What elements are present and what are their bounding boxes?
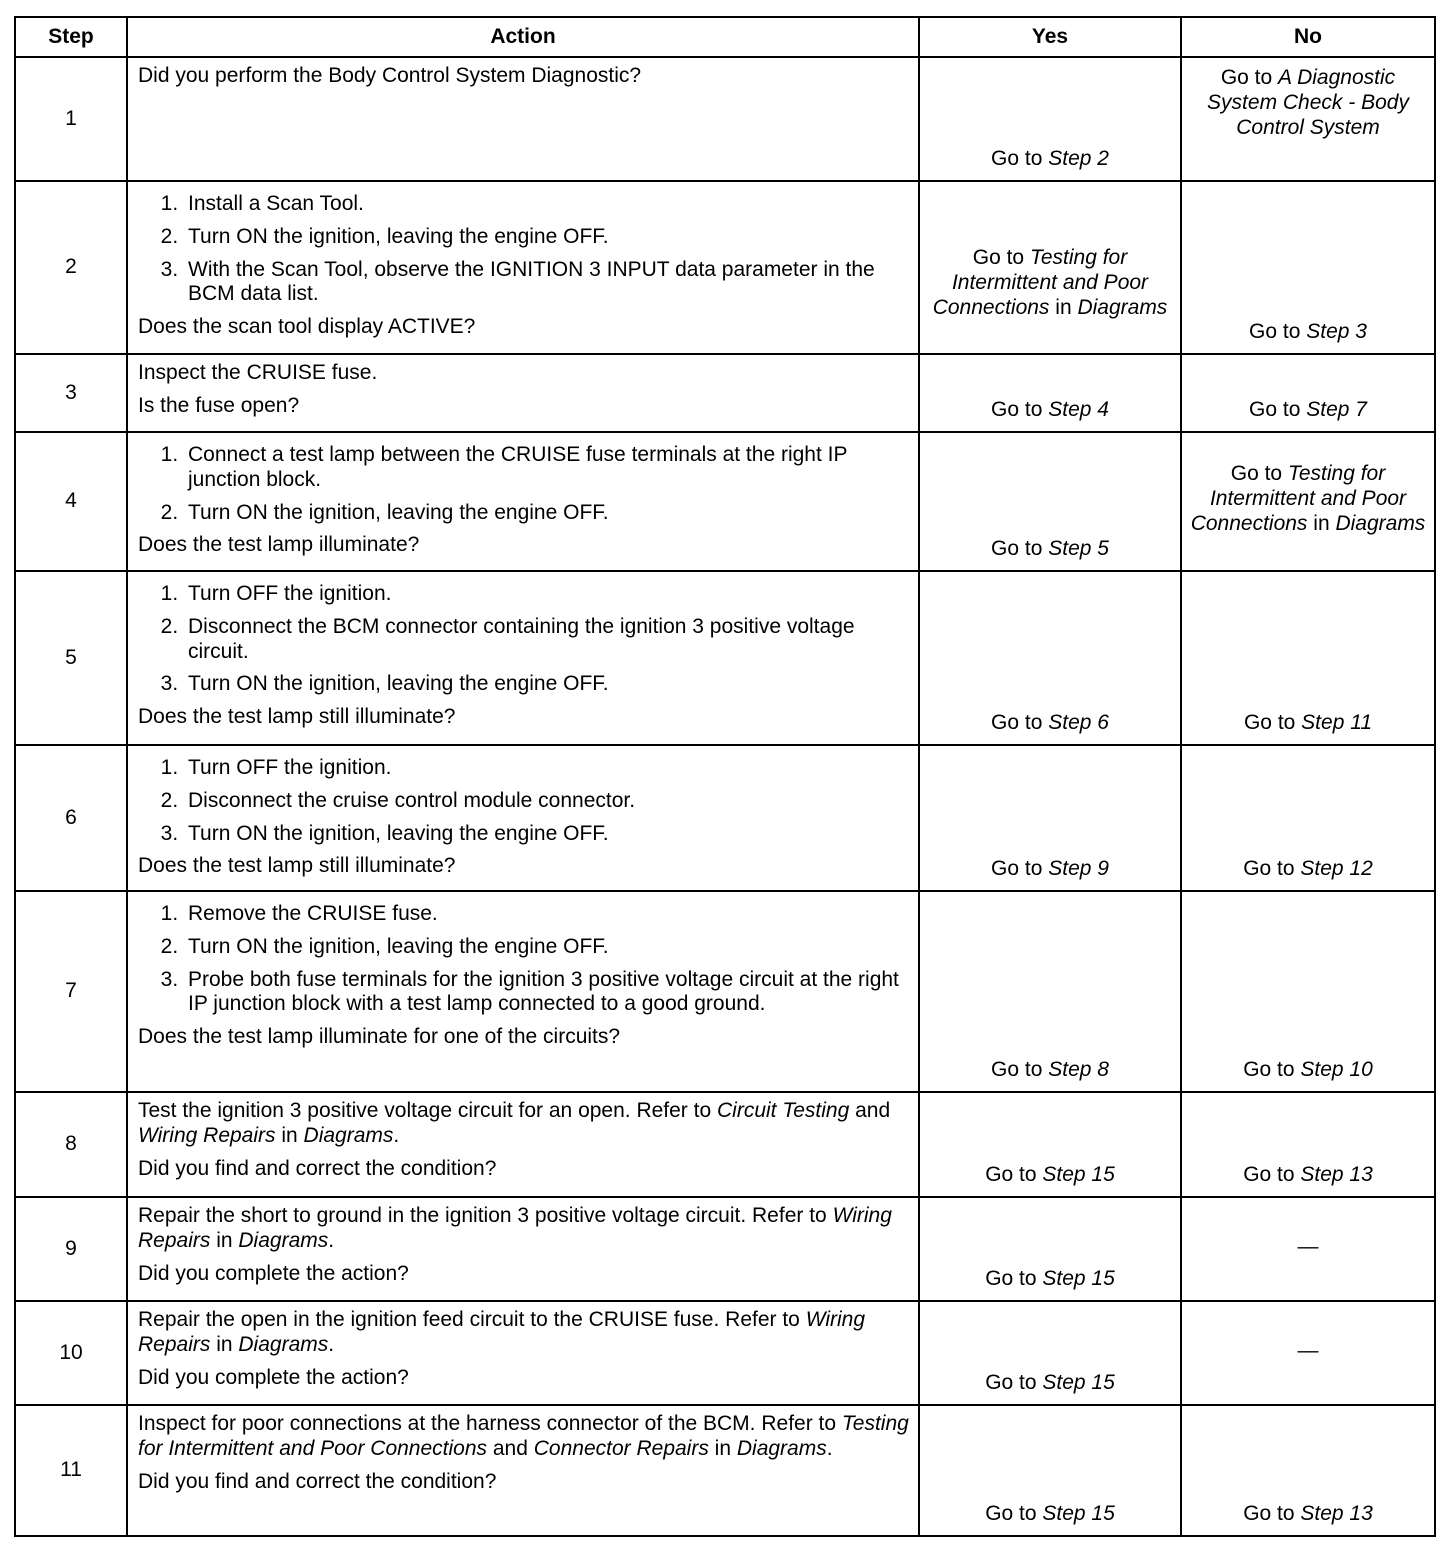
action-question: Did you complete the action? (138, 1365, 409, 1389)
no-link[interactable]: Step 10 (1300, 1058, 1373, 1082)
no-cell (1181, 432, 1435, 571)
action-question: Does the scan tool display ACTIVE? (138, 315, 476, 339)
action-cell (127, 181, 919, 354)
diagnostic-table (14, 16, 1436, 1537)
ref-link[interactable]: Testing for Intermittent and Poor Connections (138, 1412, 909, 1460)
table-row (15, 745, 1435, 891)
action-question: Does the test lamp still illuminate? (138, 705, 456, 729)
no-link[interactable]: Step 13 (1300, 1163, 1373, 1187)
action-question: Does the test lamp still illuminate? (138, 854, 456, 878)
action-list (138, 443, 910, 525)
yes-cell (919, 891, 1181, 1092)
action-question: Does the test lamp illuminate for one of the circuits? (138, 1025, 621, 1049)
action-cell (127, 354, 919, 432)
yes-prefix: Go to (991, 711, 1049, 735)
yes-prefix: Go to (991, 857, 1049, 881)
ref-link[interactable]: Connector Repairs (533, 1436, 709, 1460)
yes-link[interactable]: Step 8 (1048, 1058, 1109, 1082)
action-question: Did you perform the Body Control System Diagnostic? (138, 64, 642, 87)
ref-link[interactable]: Diagrams (303, 1123, 394, 1147)
action-question: Does the test lamp illuminate? (138, 533, 420, 557)
action-item: 1. Turn OFF the ignition. (184, 582, 910, 607)
step-number: 2 (15, 181, 127, 354)
yes-link[interactable]: Step 5 (1048, 537, 1109, 561)
step-number: 9 (15, 1197, 127, 1301)
action-item: 3. Probe both fuse terminals for the ignition 3 positive voltage circuit at the right IP junction block with a test lamp connected to a good ground. (184, 968, 910, 1018)
header-yes: Yes (919, 17, 1181, 57)
action-text: Inspect the CRUISE fuse. (138, 361, 378, 384)
yes-prefix: Go to (985, 1502, 1043, 1526)
action-list (138, 582, 910, 697)
action-cell (127, 432, 919, 571)
yes-link[interactable]: Step 15 (1042, 1163, 1115, 1187)
action-list (138, 756, 910, 846)
table-row (15, 432, 1435, 571)
action-list (138, 192, 910, 307)
action-text: Test the ignition 3 positive voltage circuit for an open. Refer to Circuit Testing and Wiring Repairs in Diagrams. (138, 1099, 891, 1147)
action-item: 1. Remove the CRUISE fuse. (184, 902, 910, 927)
yes-cell (919, 57, 1181, 181)
table-row (15, 354, 1435, 432)
no-prefix: Go to (1249, 398, 1307, 422)
yes-link-2[interactable]: Diagrams (1077, 295, 1168, 319)
step-number: 6 (15, 745, 127, 891)
action-text: Repair the open in the ignition feed circuit to the CRUISE fuse. Refer to Wiring Repairs in Diagrams. (138, 1308, 866, 1356)
yes-link[interactable]: Step 9 (1048, 857, 1109, 881)
action-list (138, 902, 910, 1017)
yes-cell (919, 571, 1181, 745)
action-text: Repair the short to ground in the ignition 3 positive voltage circuit. Refer to Wiring Repairs in Diagrams. (138, 1204, 892, 1252)
no-prefix: Go to (1243, 857, 1301, 881)
no-dash: — (1297, 1234, 1319, 1258)
yes-cell (919, 181, 1181, 354)
no-prefix: Go to (1243, 1163, 1301, 1187)
ref-link[interactable]: Wiring Repairs (138, 1308, 866, 1356)
header-action: Action (127, 17, 919, 57)
ref-link[interactable]: Diagrams (238, 1332, 329, 1356)
ref-link[interactable]: Diagrams (736, 1436, 827, 1460)
yes-link[interactable]: Testing for Intermittent and Poor Connections (932, 246, 1149, 319)
no-link[interactable]: Testing for Intermittent and Poor Connections (1190, 462, 1407, 535)
step-number: 11 (15, 1405, 127, 1536)
no-cell (1181, 181, 1435, 354)
no-prefix: Go to (1243, 1058, 1301, 1082)
no-prefix: Go to (1220, 66, 1279, 89)
yes-prefix: Go to (991, 147, 1049, 171)
yes-prefix: Go to (985, 1267, 1043, 1291)
yes-link[interactable]: Step 6 (1048, 711, 1109, 735)
yes-link[interactable]: Step 4 (1048, 398, 1109, 422)
step-number: 10 (15, 1301, 127, 1405)
action-question: Did you complete the action? (138, 1261, 409, 1285)
step-number: 7 (15, 891, 127, 1092)
no-link-2[interactable]: Diagrams (1335, 511, 1426, 535)
action-question: Did you find and correct the condition? (138, 1156, 497, 1180)
action-item: 3. Turn ON the ignition, leaving the engine OFF. (184, 822, 910, 847)
step-number: 1 (15, 57, 127, 181)
no-prefix: Go to (1243, 1502, 1301, 1526)
action-item: 2. Turn ON the ignition, leaving the engine OFF. (184, 225, 910, 250)
table-row (15, 57, 1435, 181)
yes-cell (919, 1092, 1181, 1197)
ref-link[interactable]: Diagrams (238, 1228, 329, 1252)
action-item: 2. Disconnect the cruise control module connector. (184, 789, 910, 814)
action-cell (127, 891, 919, 1092)
no-link[interactable]: Step 3 (1306, 320, 1367, 344)
step-number: 4 (15, 432, 127, 571)
yes-link[interactable]: Step 15 (1042, 1502, 1115, 1526)
action-cell (127, 745, 919, 891)
action-cell (127, 571, 919, 745)
action-cell (127, 57, 919, 181)
action-cell (127, 1405, 919, 1536)
header-row (15, 17, 1435, 57)
no-prefix: Go to (1243, 711, 1302, 735)
table-row (15, 891, 1435, 1092)
table-row (15, 181, 1435, 354)
action-text: Inspect for poor connections at the harness connector of the BCM. Refer to Testing for Intermittent and Poor Connections and Connector Repairs in Diagrams. (138, 1412, 909, 1460)
table-row (15, 1197, 1435, 1301)
no-prefix: Go to (1230, 462, 1288, 486)
no-cell (1181, 891, 1435, 1092)
yes-prefix: Go to (991, 1058, 1049, 1082)
table-row (15, 1301, 1435, 1405)
action-item: 3. With the Scan Tool, observe the IGNITION 3 INPUT data parameter in the BCM data list. (184, 258, 910, 308)
step-number: 3 (15, 354, 127, 432)
no-cell (1181, 1301, 1435, 1405)
step-number: 8 (15, 1092, 127, 1197)
action-item: 1. Turn OFF the ignition. (184, 756, 910, 781)
ref-link[interactable]: Wiring Repairs (138, 1204, 892, 1252)
yes-cell (919, 432, 1181, 571)
action-item: 1. Connect a test lamp between the CRUISE fuse terminals at the right IP junction block. (184, 443, 910, 493)
yes-link[interactable]: Step 15 (1042, 1267, 1115, 1291)
yes-prefix: Go to (991, 398, 1049, 422)
no-cell (1181, 1405, 1435, 1536)
yes-cell (919, 1301, 1181, 1405)
no-mid: in (1307, 511, 1336, 535)
action-cell (127, 1301, 919, 1405)
action-question: Did you find and correct the condition? (138, 1469, 497, 1493)
no-cell (1181, 1092, 1435, 1197)
table-row (15, 1405, 1435, 1536)
table-row (15, 1092, 1435, 1197)
ref-link[interactable]: Circuit Testing (717, 1099, 850, 1122)
no-prefix: Go to (1249, 320, 1307, 344)
action-question: Is the fuse open? (138, 393, 300, 417)
no-link[interactable]: A Diagnostic System Check - Body Control System (1207, 66, 1409, 139)
action-cell (127, 1092, 919, 1197)
action-item: 2. Turn ON the ignition, leaving the engine OFF. (184, 935, 910, 960)
yes-cell (919, 745, 1181, 891)
no-cell (1181, 745, 1435, 891)
action-item: 2. Turn ON the ignition, leaving the engine OFF. (184, 501, 910, 526)
step-number: 5 (15, 571, 127, 745)
action-item: 2. Disconnect the BCM connector containing the ignition 3 positive voltage circuit. (184, 615, 910, 665)
action-cell (127, 1197, 919, 1301)
yes-link[interactable]: Step 2 (1048, 147, 1109, 171)
no-cell (1181, 1197, 1435, 1301)
no-cell (1181, 571, 1435, 745)
no-cell (1181, 354, 1435, 432)
header-step: Step (15, 17, 127, 57)
yes-prefix: Go to (972, 246, 1030, 270)
no-link[interactable]: Step 7 (1306, 398, 1367, 422)
header-no: No (1181, 17, 1435, 57)
no-dash: — (1297, 1338, 1319, 1362)
no-link[interactable]: Step 12 (1300, 857, 1373, 881)
yes-cell (919, 1197, 1181, 1301)
yes-prefix: Go to (985, 1163, 1043, 1187)
yes-link[interactable]: Step 15 (1042, 1371, 1115, 1395)
yes-prefix: Go to (991, 537, 1049, 561)
no-cell (1181, 57, 1435, 181)
yes-prefix: Go to (985, 1371, 1043, 1395)
action-item: 3. Turn ON the ignition, leaving the engine OFF. (184, 672, 910, 697)
no-link[interactable]: Step 13 (1300, 1502, 1373, 1526)
yes-cell (919, 1405, 1181, 1536)
ref-link[interactable]: Wiring Repairs (138, 1123, 276, 1147)
yes-cell (919, 354, 1181, 432)
action-item: 1. Install a Scan Tool. (184, 192, 910, 217)
yes-mid: in (1049, 295, 1078, 319)
no-link[interactable]: Step 11 (1301, 711, 1373, 735)
table-row (15, 571, 1435, 745)
